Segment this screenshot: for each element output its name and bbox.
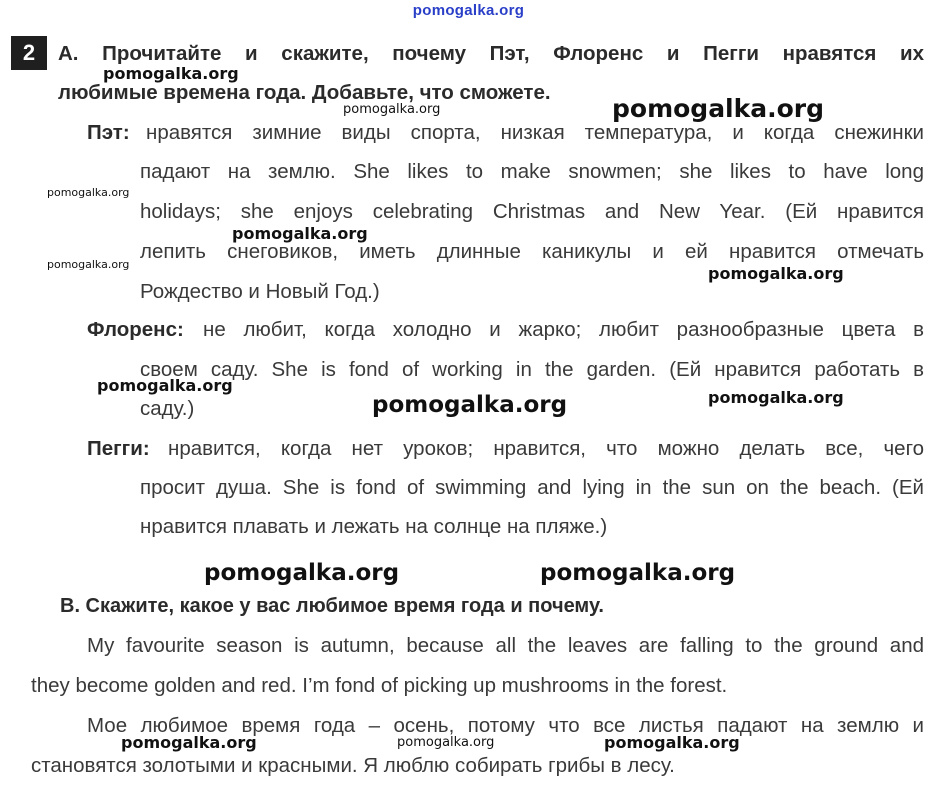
florence-text-line: своем саду. She is fond of working in the garden. (Ей нравится работать в bbox=[140, 358, 924, 381]
watermark: pomogalka.org bbox=[97, 376, 233, 395]
peggy-text-line: нравится, когда нет уроков; нравится, что можно делать все, чего bbox=[168, 437, 924, 460]
pat-text-line: нравятся зимние виды спорта, низкая температура, и когда снежинки bbox=[146, 121, 924, 144]
part-b-english-line: My favourite season is autumn, because all the leaves are falling to the ground and bbox=[87, 634, 924, 657]
speaker-florence: Флоренс: bbox=[87, 318, 184, 341]
exercise-number-badge: 2 bbox=[11, 36, 47, 70]
site-header: pomogalka.org bbox=[412, 2, 525, 19]
watermark: pomogalka.org bbox=[397, 735, 495, 750]
watermark: pomogalka.org bbox=[343, 102, 441, 117]
watermark: pomogalka.org bbox=[708, 264, 844, 283]
peggy-text-line: просит душа. She is fond of swimming and lying in the sun on the beach. (Ей bbox=[140, 476, 924, 499]
part-b-english-line: they become golden and red. I’m fond of picking up mushrooms in the forest. bbox=[31, 674, 728, 697]
part-b-title: B. Скажите, какое у вас любимое время года и почему. bbox=[60, 595, 604, 617]
peggy-text-line: нравится плавать и лежать на солнце на пляже.) bbox=[140, 515, 608, 538]
pat-text-line: падают на землю. She likes to make snowmen; she likes to have long bbox=[140, 160, 924, 183]
watermark: pomogalka.org bbox=[372, 392, 568, 418]
pat-text-line: лепить снеговиков, иметь длинные каникулы и ей нравится отмечать bbox=[140, 240, 924, 263]
part-b-russian-line: становятся золотыми и красными. Я люблю собирать грибы в лесу. bbox=[31, 754, 675, 777]
watermark: pomogalka.org bbox=[121, 733, 257, 752]
speaker-peggy: Пегги: bbox=[87, 437, 150, 460]
part-a-title-line2: любимые времена года. Добавьте, что сможете. bbox=[58, 81, 551, 104]
pat-text-line: holidays; she enjoys celebrating Christmas and New Year. (Ей нравится bbox=[140, 200, 924, 223]
speaker-pat: Пэт: bbox=[87, 121, 130, 144]
pat-text-line: Рождество и Новый Год.) bbox=[140, 280, 380, 303]
florence-text-line: не любит, когда холодно и жарко; любит разнообразные цвета в bbox=[203, 318, 924, 341]
florence-text-line: саду.) bbox=[140, 397, 195, 420]
watermark: pomogalka.org bbox=[540, 560, 736, 586]
watermark: pomogalka.org bbox=[708, 388, 844, 407]
watermark: pomogalka.org bbox=[47, 258, 130, 271]
part-b-russian-line: Мое любимое время года – осень, потому что все листья падают на землю и bbox=[87, 714, 924, 737]
watermark: pomogalka.org bbox=[612, 94, 825, 123]
watermark: pomogalka.org bbox=[204, 560, 400, 586]
watermark: pomogalka.org bbox=[47, 186, 130, 199]
part-a-title-line1: A. Прочитайте и скажите, почему Пэт, Флоренс и Пегги нравятся их bbox=[58, 42, 924, 65]
watermark: pomogalka.org bbox=[232, 224, 368, 243]
watermark: pomogalka.org bbox=[103, 64, 239, 83]
watermark: pomogalka.org bbox=[604, 733, 740, 752]
